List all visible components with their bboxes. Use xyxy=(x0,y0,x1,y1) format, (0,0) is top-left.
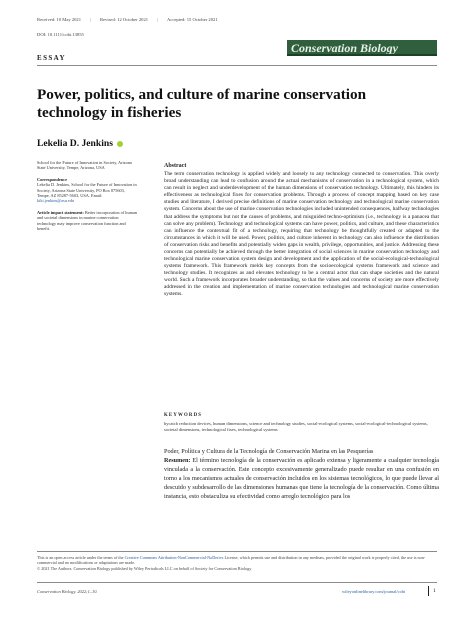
accepted-date: Accepted: 15 October 2021 xyxy=(166,17,218,22)
keywords-heading: KEYWORDS xyxy=(164,413,203,418)
spanish-title: Poder, Política y Cultura de la Tecnología de Conservación Marina en las Pesquerías xyxy=(164,448,374,455)
abstract-text: The term conservation technology is applied widely and loosely to any technology connected to conservation. This overly broad understanding can lead to confusion around the actual mechanisms of conservation in a technological system, which can result in neglect and underdevelopment of the human dimensions of conservation technology. Ultimately, this hinders its effectiveness as technological fixes for conservation problems. Through a process of concept mapping based on key case studies and literature, I derived precise definitions of marine conservation technology and technological marine conservation system. Concerns about the use of marine conservation technologies included unintended consequences, halfway technologies that address the symptoms but not the causes of problems, and misguided techno-optimism (i.e., technology is a panacea that can solve any problem). Technology and technological systems can have power, politics, and culture, and these characteristics can influence the contextual fit of a technology, requiring that technology be thoughtfully created or adapted to the circumstances in which it will be used. Power, politics, and culture inherent in technology can also influence the distribution of conservation risks and benefits and potentially widen gaps in wealth, privilege, opportunities, and justice. Addressing these concerns can potentially be achieved through the better integration of social sciences in marine conservation technology and technological marine conservation system design and development and the application of the social-ecological-technological systems framework. This framework melds key concepts from the socioecological systems framework and science and technology studies. It recognizes as and elevates technology to be a central actor that can shape societies and the natural world. Such a framework incorporates broader understanding, so that the values and concerns of society are more effectively addressed in the creation and implementation of marine conservation technologies and technological marine conservation systems. xyxy=(164,171,439,298)
received-date: Received: 10 May 2021 xyxy=(37,17,82,22)
author-email-link[interactable]: kiki.jenkins@asu.edu xyxy=(37,198,75,204)
spanish-abstract xyxy=(164,448,439,501)
footer-divider xyxy=(37,551,437,552)
abstract xyxy=(164,163,439,298)
resumen-text: El término tecnología de la conservación es aplicado extensa y ligeramente a cualquier tecnología vinculada a la conservación. Este concepto excesivamente generalizado puede resultar en una confusión en torno a los mecanismos actuales de conservación incluidos en los sistemas tecnológicos, lo que puede llevar al descuido y subdesarrollo de las dimensiones humanas que tiene la tecnología de la conservación. Como última instancia, esto obstaculiza su efectividad como arreglo tecnológico para los xyxy=(164,456,440,500)
abstract-heading: Abstract xyxy=(164,163,187,169)
resumen-paragraph xyxy=(164,457,439,502)
impact-text: Better incorporation of human and societal dimensions in marine conservation technology may improve conservation function and benefit. xyxy=(37,209,138,232)
affiliation: School for the Future of Innovation in Society, Arizona State University, Tempe, Arizona, USA xyxy=(37,160,132,171)
impact-heading: Article impact statement: xyxy=(37,209,84,215)
footer-bottom-divider xyxy=(37,582,437,583)
article-dates xyxy=(37,17,218,22)
license-text-start: This is an open access article under the terms of the xyxy=(37,555,124,560)
page-number: 1 xyxy=(433,588,436,594)
correspondence-heading: Correspondence xyxy=(37,176,67,182)
correspondence xyxy=(37,177,137,204)
journal-citation: Conservation Biology. 2022;1–10. xyxy=(37,589,98,594)
orcid-icon[interactable] xyxy=(117,141,123,147)
article-title: Power, politics, and culture of marine conservation technology in fisheries xyxy=(37,86,367,121)
journal-logo[interactable]: Conservation Biology xyxy=(287,40,437,56)
revised-date: Revised: 12 October 2021 xyxy=(99,17,149,22)
article-sidebar xyxy=(37,160,137,237)
doi[interactable]: DOI: 10.1111/cobi.13855 xyxy=(37,32,84,37)
impact-statement xyxy=(37,210,137,232)
keywords-list: bycatch reduction devices, human dimensions, science and technology studies, social-ecological systems, social-ecological-technological systems, societal dimensions, technological fixes, technological systems xyxy=(164,421,428,433)
page-number-divider xyxy=(428,586,429,596)
author-line xyxy=(37,138,123,149)
date-separator: | xyxy=(157,17,158,22)
author-name[interactable]: Lekelia D. Jenkins xyxy=(37,138,113,149)
resumen-label: Resumen: xyxy=(164,456,191,464)
license-link[interactable]: Creative Commons Attribution-NonCommercial-NoDerivs xyxy=(124,555,224,560)
section-divider xyxy=(37,65,437,66)
section-label: ESSAY xyxy=(37,54,66,62)
license-notice xyxy=(37,555,437,571)
journal-website-link[interactable]: wileyonlinelibrary.com/journal/cobi xyxy=(342,589,406,594)
correspondence-text: Lekelia D. Jenkins, School for the Future of Innovation in Society, Arizona State University, PO Box 875603, Tempe, AZ 85287-5603, USA. Email: xyxy=(37,182,137,199)
date-separator: | xyxy=(90,17,91,22)
copyright-line: © 2021 The Authors. Conservation Biology published by Wiley Periodicals LLC on behalf of Society for Conservation Biology xyxy=(37,565,252,571)
license-text-end: License, which permits use and distribution in any medium, provided the original work is properly cited, the use is non-commercial and no modifications or adaptations are made. xyxy=(37,555,426,566)
